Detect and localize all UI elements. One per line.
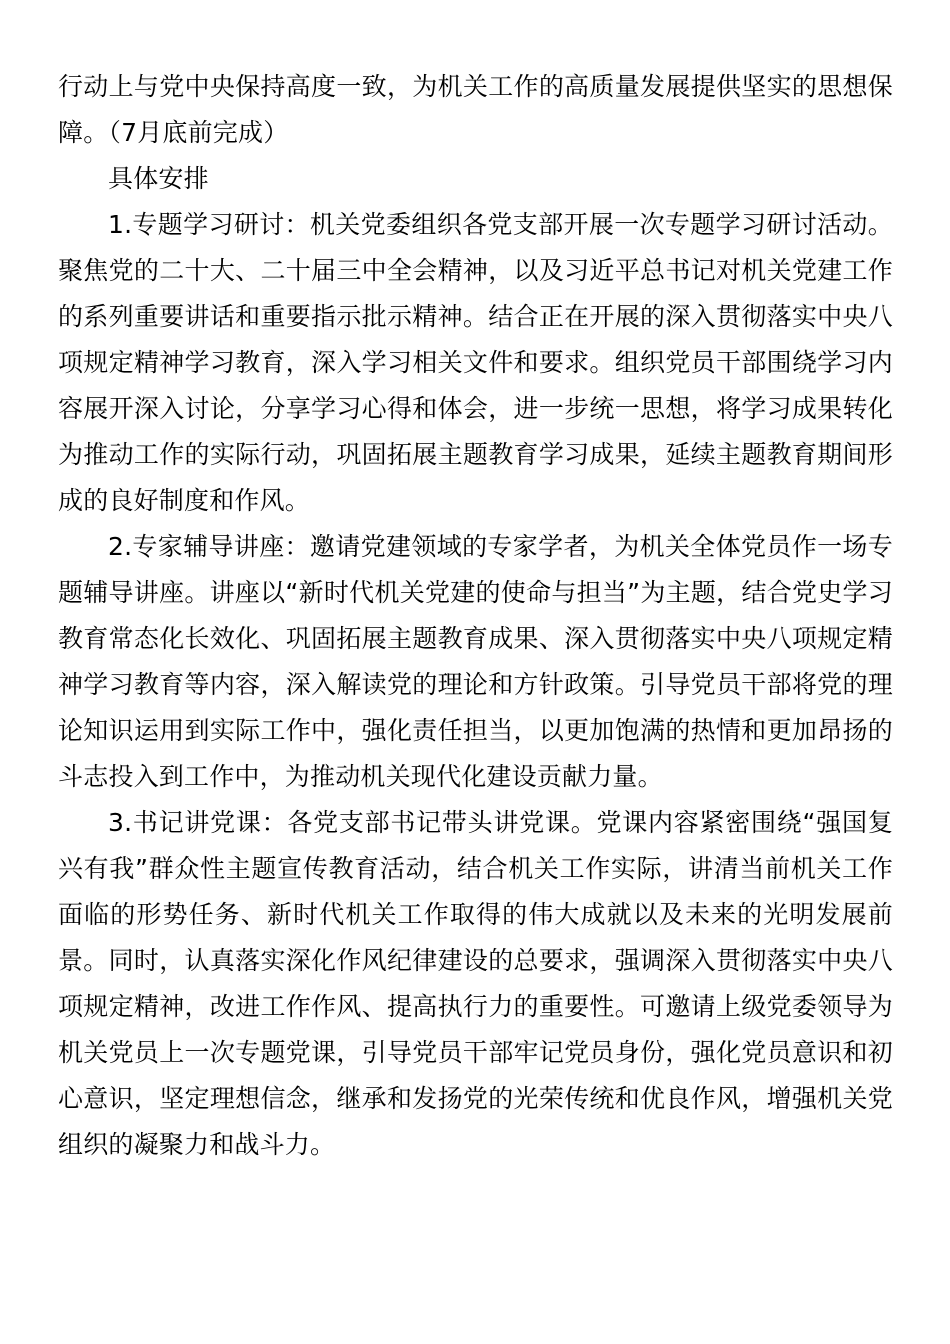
document-page — [58, 64, 893, 1168]
paragraph-item-3: 3.书记讲党课：各党支部书记带头讲党课。党课内容紧密围绕“强国复兴有我”群众性主题宣传教育活动，结合机关工作实际，讲清当前机关工作面临的形势任务、新时代机关工作取得的伟大成就以及未来的光明发展前景。同时，认真落实深化作风纪律建设的总要求，强调深入贯彻落实中央八项规定精神，改进工作作风、提高执行力的重要性。可邀请上级党委领导为机关党员上一次专题党课，引导党员干部牢记党员身份，强化党员意识和初心意识，坚定理想信念，继承和发扬党的光荣传统和优良作风，增强机关党组织的凝聚力和战斗力。 — [58, 808, 893, 1159]
paragraph-item-1: 1.专题学习研讨：机关党委组织各党支部开展一次专题学习研讨活动。聚焦党的二十大、二十届三中全会精神，以及习近平总书记对机关党建工作的系列重要讲话和重要指示批示精神。结合正在开展的深入贯彻落实中央八项规定精神学习教育，深入学习相关文件和要求。组织党员干部围绕学习内容展开深入讨论，分享学习心得和体会，进一步统一思想，将学习成果转化为推动工作的实际行动，巩固拓展主题教育学习成果，延续主题教育期间形成的良好制度和作风。 — [58, 210, 893, 515]
paragraph-item-2: 2.专家辅导讲座：邀请党建领域的专家学者，为机关全体党员作一场专题辅导讲座。讲座以“新时代机关党建的使命与担当”为主题，结合党史学习教育常态化长效化、巩固拓展主题教育成果、深入贯彻落实中央八项规定精神学习教育等内容，深入解读党的理论和方针政策。引导党员干部将党的理论知识运用到实际工作中，强化责任担当，以更加饱满的热情和更加昂扬的斗志投入到工作中，为推动机关现代化建设贡献力量。 — [58, 532, 893, 791]
section-heading: 具体安排 — [108, 164, 209, 193]
paragraph-continuation: 行动上与党中央保持高度一致，为机关工作的高质量发展提供坚实的思想保障。（7月底前完成） — [58, 72, 893, 147]
